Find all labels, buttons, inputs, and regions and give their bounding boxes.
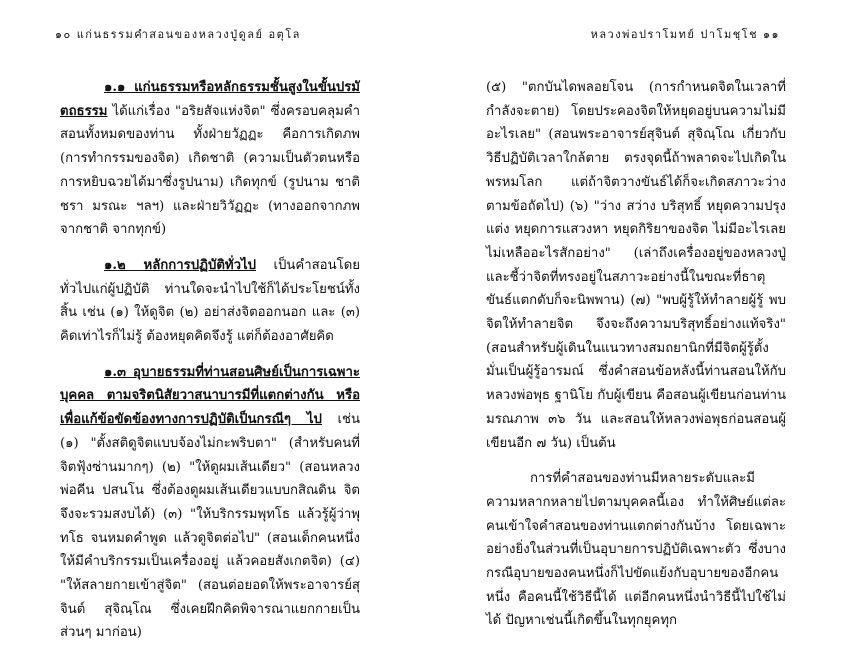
right-paragraph-1: (๕) "ตกบันไดพลอยโจน (การกำหนดจิตในเวลาที่กำลังจะตาย) โดยประคองจิตให้หยุดอยู่บนความไม่มีอะไรเลย" (สอนพระอาจารย์สุจินต์ สุจิณฺโณ เกี่ยวกับวิธีปฏิบัติเวลาใกล้ตาย ตรงจุดนี้ถ้าพลาดจะไปเกิดในพรหมโลก แต่ถ้าจิตวางขันธ์ได้ก็จะเกิดสภาวะว่างตามข้อถัดไป) (๖) "ว่าง สว่าง บริสุทธิ์ หยุดความปรุงแต่ง หยุดการแสวงหา หยุดกิริยาของจิต ไม่มีอะไรเลย ไม่เหลืออะไรสักอย่าง" (เล่าถึงเครื่องอยู่ของหลวงปู่และชี้ว่าจิตที่ทรงอยู่ในสภาวะอย่างนี้ในขณะที่ธาตุขันธ์แตกดับก็จะนิพพาน) (๗) "พบผู้รู้ให้ทำลายผู้รู้ พบจิตให้ทำลายจิต จึงจะถึงความบริสุทธิ์อย่างแท้จริง" (สอนสำหรับผู้เดินในแนวทางสมถยานิกที่มีจิตผู้รู้ตั้งมั่นเป็นผู้รู้อารมณ์ ซึ่งคำสอนข้อหลังนี้ท่านสอนให้กับหลวงพ่อพุธ ฐานิโย กับผู้เขียน คือสอนผู้เขียนก่อนท่านมรณภาพ ๓๖ วัน และสอนให้หลวงพ่อพุธก่อนสอนผู้เขียนอีก ๗ วัน) เป็นต้น [486,80,786,451]
section-1-2-heading: ๑.๒ หลักการปฏิบัติทั่วไป [104,257,257,273]
left-column [60,76,360,645]
section-1-1 [60,76,360,242]
section-1-1-body: ได้แก่เรื่อง "อริยสัจแห่งจิต" ซึ่งครอบคลุมคำสอนทั้งหมดของท่าน ทั้งฝ่ายวัฏฏะ คือการเกิดภพ (การทำกรรมของจิต) เกิดชาติ (ความเป็นตัวตนหรือการหยิบฉวยได้มาซึ่งรูปนาม) เกิดทุกข์ (รูปนาม ชาติ ชรา มรณะ ฯลฯ) และฝ่ายวิวัฏฏะ (ทางออกจากภพ จากชาติ จากทุกข์) [60,103,360,238]
running-header-left: ๑๐ แก่นธรรมคำสอนของหลวงปู่ดูลย์ อตุโล [55,28,301,41]
right-paragraph-2: การที่คำสอนของท่านมีหลายระดับและมีความหลากหลายไปตามบุคคลนี้เอง ทำให้ศิษย์แต่ละคนเข้าใจคำสอนของท่านแตกต่างกันบ้าง โดยเฉพาะอย่างยิ่งในส่วนที่เป็นอุบายการปฏิบัติเฉพาะตัว ซึ่งบางกรณีอุบายของคนหนึ่งก็ไปขัดแย้งกับอุบายของอีกคนหนึ่ง คือคนนี้ใช้วิธีนี้ได้ แต่อีกคนหนึ่งนำวิธีนี้ไปใช้ไม่ได้ ปัญหาเช่นนี้เกิดขึ้นในทุกยุคทุก [486,471,786,629]
running-header-right: หลวงพ่อปราโมทย์ ปาโมชฺโช ๑๑ [590,28,780,41]
section-1-2 [60,254,360,349]
section-1-3-body: เช่น (๑) "ตั้งสติดูจิตแบบจ้องไม่กะพริบตา" (สำหรับคนที่จิตฟุ้งซ่านมากๆ) (๒) "ให้ดูผมเส้นเดียว" (สอนหลวงพ่อคีน ปสนโน ซึ่งต้องดูผมเส้นเดียวแบบกสิณดิน จิตจึงจะรวมสงบได้) (๓) "ให้บริกรรมพุทโธ แล้วรู้ผู้ว่าพุทโธ จนหมดคำพูด แล้วดูจิตต่อไป" (สอนเด็กคนหนึ่งให้มีคำบริกรรมเป็นเครื่องอยู่ แล้วคอยสังเกตจิต) (๔) "ให้สลายกายเข้าสู่จิต" (สอนต่อยอดให้พระอาจารย์สุจินต์ สุจิณฺโณ ซึ่งเคยฝึกคิดพิจารณาแยกกายเป็นส่วนๆ มาก่อน) [60,412,360,641]
section-1-1-heading: ๑.๑ แก่นธรรมหรือหลักธรรมชั้นสูงในขั้นปรมัตถธรรม [60,80,360,119]
section-1-2-body: เป็นคำสอนโดยทั่วไปแก่ผู้ปฏิบัติ ท่านใดจะนำไปใช้ก็ได้ประโยชน์ทั้งสิ้น เช่น (๑) ให้ดูจิต (๒) อย่าส่งจิตออกนอก และ (๓) คิดเท่าไรก็ไม่รู้ ต้องหยุดคิดจึงรู้ แต่ก็ต้องอาศัยคิด [60,257,360,345]
section-1-3 [60,361,360,645]
section-1-3-heading: ๑.๓ อุบายธรรมที่ท่านสอนศิษย์เป็นการเฉพาะบุคคล ตามจริตนิสัยวาสนาบารมีที่แตกต่างกัน หรือเพื่อแก้ข้อขัดข้องทางการปฏิบัติเป็นกรณีๆ ไป [60,364,360,428]
right-column [486,76,786,633]
